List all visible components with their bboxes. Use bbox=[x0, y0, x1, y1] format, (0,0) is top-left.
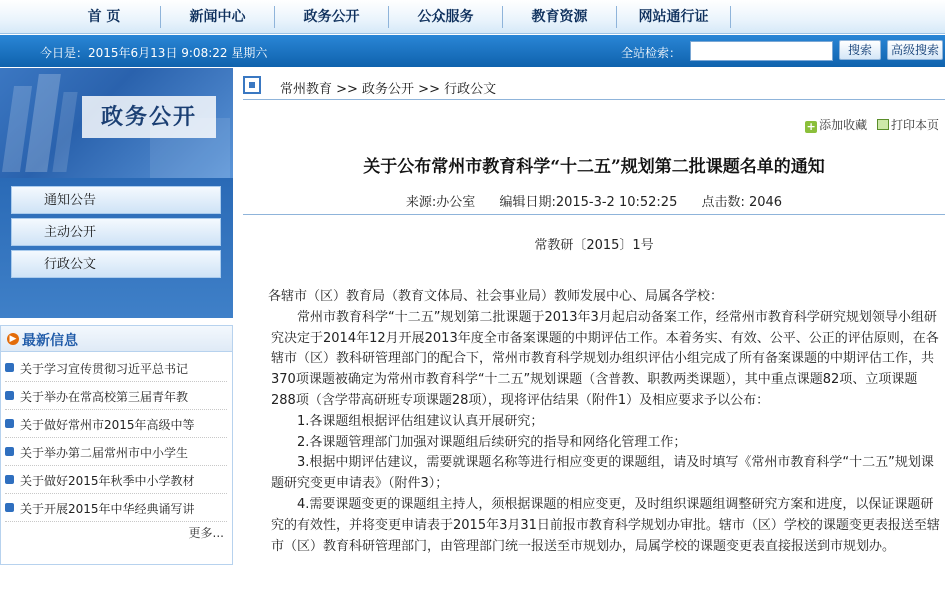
add-favorite-link[interactable] bbox=[805, 116, 867, 133]
add-favorite-label: 添加收藏 bbox=[819, 118, 868, 132]
printer-icon bbox=[877, 119, 889, 130]
article-paragraph: 常州市教育科学“十二五”规划第二批课题于2013年3月起启动备案工作，经常州市教育科学研究规划领导小组研究决定于2014年12月开展2013年度全市备案课题的中期评估工作。本着务实、有效、公平、公正的评估原则，在各辖市（区）教科研管理部门的配合下，常州市教育科学规划办组织评估小组完成了所有备案课题的中期评估工作，共370项课题被确定为常州市教育科学“十二五”规划课题（含普教、职教两类课题），其中重点课题82项、立项课题288项（含学带高研班专项课题28项），现将评估结果（附件1）及相应要求予以公布： bbox=[271, 309, 939, 408]
sidebar-item-disclosure[interactable]: 主动公开 bbox=[11, 218, 221, 246]
arrow-right-icon: ▶ bbox=[7, 333, 19, 345]
sidebar-menu bbox=[0, 178, 233, 318]
advanced-search-button[interactable]: 高级搜索 bbox=[887, 40, 943, 60]
nav-home[interactable]: 首 页 bbox=[87, 9, 121, 25]
banner-title: 政务公开 bbox=[100, 104, 197, 130]
latest-info-header bbox=[1, 326, 232, 352]
more-link[interactable]: 更多... bbox=[188, 526, 224, 540]
article-paragraph: 4.需要课题变更的课题组主持人，须根据课题的相应变更，及时组织课题组调整研究方案和进度，以保证课题研究的有效性，并将变更申请表于2015年3月31日前报市教育科学规划办审批。辖市（区）学校的课题变更表报送至辖市（区）教育科研管理部门，由管理部门统一报送至市规划办，局属学校的课题变更表直接报送到市规划办。 bbox=[271, 496, 940, 554]
top-nav bbox=[0, 0, 945, 34]
latest-item-text[interactable]: 关于举办第二届常州市中小学生 bbox=[20, 446, 189, 460]
article-title: 关于公布常州市教育科学“十二五”规划第二批课题名单的通知 bbox=[363, 157, 825, 177]
latest-item-text[interactable]: 关于学习宣传贯彻习近平总书记 bbox=[20, 362, 189, 376]
nav-passport[interactable]: 网站通行证 bbox=[638, 9, 709, 25]
print-label: 打印本页 bbox=[890, 118, 939, 132]
info-bar bbox=[0, 35, 945, 67]
article-edit-date: 编辑日期:2015-3-2 10:52:25 bbox=[499, 195, 678, 210]
latest-list-item[interactable] bbox=[5, 354, 227, 382]
bullet-icon bbox=[5, 391, 14, 400]
latest-list-item[interactable] bbox=[5, 466, 227, 494]
article-paragraph: 3.根据中期评估建议，需要就课题名称等进行相应变更的课题组，请及时填写《常州市教育科学“十二五”规划课题研究变更申请表》（附件3）； bbox=[271, 455, 934, 492]
breadcrumb-text[interactable]: 常州教育 >> 政务公开 >> 行政公文 bbox=[280, 82, 497, 97]
nav-government[interactable]: 政务公开 bbox=[303, 9, 360, 25]
article-salutation: 各辖市（区）教育局（教育文体局、社会事业局）教师发展中心、局属各学校： bbox=[268, 289, 724, 304]
article-tools bbox=[799, 116, 939, 133]
latest-item-text[interactable]: 关于做好2015年秋季中小学教材 bbox=[20, 474, 195, 488]
search-label: 全站检索： bbox=[621, 46, 682, 60]
article-source: 来源:办公室 bbox=[405, 195, 476, 210]
location-icon bbox=[243, 76, 261, 94]
article-paragraph: 1.各课题组根据评估组建议认真开展研究； bbox=[297, 413, 544, 429]
sidebar-item-notices[interactable]: 通知公告 bbox=[11, 186, 221, 214]
latest-item-text[interactable]: 关于举办在常高校第三届青年教 bbox=[20, 390, 189, 404]
latest-info-panel bbox=[0, 325, 233, 565]
search-button[interactable]: 搜索 bbox=[839, 40, 881, 60]
nav-edu-resources[interactable]: 教育资源 bbox=[531, 9, 588, 25]
article-clicks: 点击数: 2046 bbox=[701, 195, 783, 210]
nav-news[interactable]: 新闻中心 bbox=[189, 9, 246, 25]
nav-public-service[interactable]: 公众服务 bbox=[417, 9, 474, 25]
nav-divider bbox=[730, 6, 731, 28]
latest-item-text[interactable]: 关于开展2015年中华经典诵写讲 bbox=[20, 502, 195, 516]
bullet-icon bbox=[5, 447, 14, 456]
latest-list-item[interactable] bbox=[5, 382, 227, 410]
article-meta bbox=[243, 191, 945, 215]
current-date: 今日是：2015年6月13日 9:08:22 星期六 bbox=[40, 46, 268, 60]
bullet-icon bbox=[5, 475, 14, 484]
article-body bbox=[268, 287, 941, 557]
sidebar-item-documents[interactable]: 行政公文 bbox=[11, 250, 221, 278]
article-paragraph: 2.各课题管理部门加强对课题组后续研究的指导和网络化管理工作； bbox=[297, 434, 687, 450]
sidebar-banner bbox=[0, 68, 233, 178]
search-input[interactable] bbox=[690, 41, 833, 61]
latest-item-text[interactable]: 关于做好常州市2015年高级中等 bbox=[20, 418, 195, 432]
latest-info-title: 最新信息 bbox=[22, 333, 78, 349]
print-link[interactable] bbox=[877, 116, 939, 133]
latest-list-item[interactable] bbox=[5, 494, 227, 522]
breadcrumb bbox=[243, 70, 945, 100]
latest-list-item[interactable] bbox=[5, 438, 227, 466]
document-number: 常教研〔2015〕1号 bbox=[534, 238, 654, 253]
plus-icon: + bbox=[806, 120, 816, 133]
latest-list-item[interactable] bbox=[5, 410, 227, 438]
bullet-icon bbox=[5, 503, 14, 512]
bullet-icon bbox=[5, 363, 14, 372]
bullet-icon bbox=[5, 419, 14, 428]
